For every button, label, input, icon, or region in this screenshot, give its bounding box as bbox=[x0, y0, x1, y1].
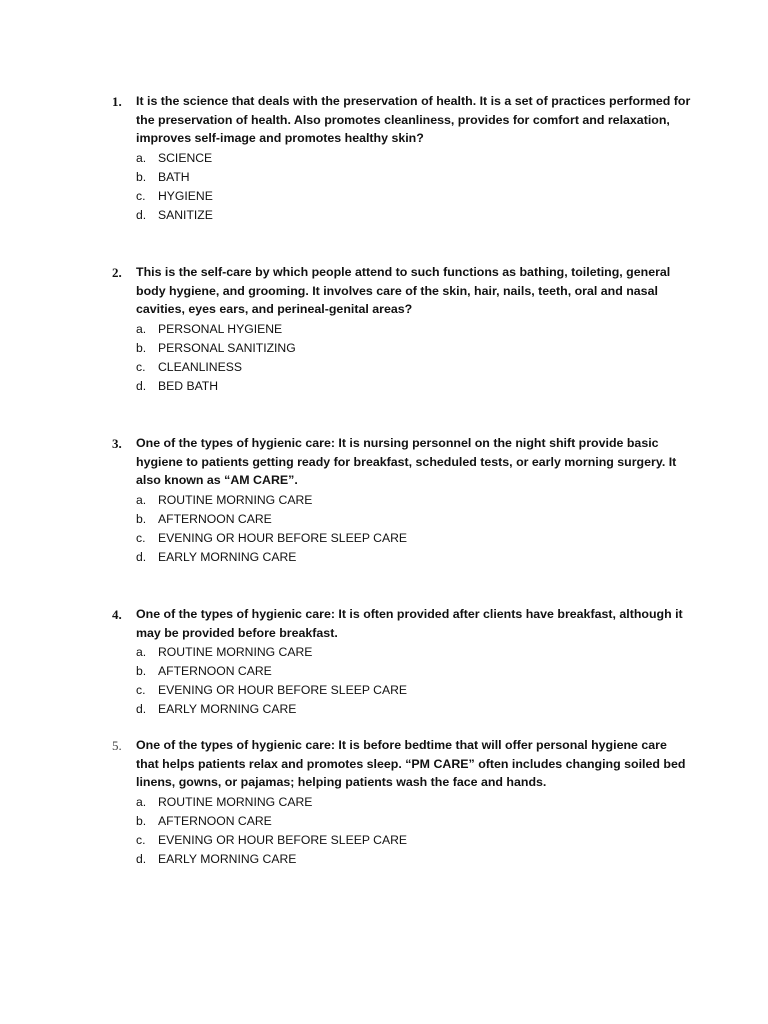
question-5 bbox=[112, 736, 692, 869]
option-a bbox=[136, 491, 692, 510]
option-text: ROUTINE MORNING CARE bbox=[158, 492, 313, 507]
question-number: 5. bbox=[112, 738, 122, 753]
option-text: CLEANLINESS bbox=[158, 359, 242, 374]
option-d bbox=[136, 700, 692, 719]
option-a bbox=[136, 320, 692, 339]
option-letter: c. bbox=[136, 683, 146, 698]
option-list bbox=[136, 149, 692, 225]
option-list bbox=[136, 793, 692, 869]
option-text: AFTERNOON CARE bbox=[158, 813, 272, 828]
option-letter: a. bbox=[136, 645, 147, 660]
option-text: ROUTINE MORNING CARE bbox=[158, 794, 313, 809]
option-c bbox=[136, 681, 692, 700]
option-text: EVENING OR HOUR BEFORE SLEEP CARE bbox=[158, 832, 407, 847]
option-b bbox=[136, 812, 692, 831]
option-text: AFTERNOON CARE bbox=[158, 511, 272, 526]
option-letter: b. bbox=[136, 169, 147, 184]
option-letter: a. bbox=[136, 794, 147, 809]
option-letter: a. bbox=[136, 321, 147, 336]
option-letter: b. bbox=[136, 511, 147, 526]
option-letter: d. bbox=[136, 702, 147, 717]
question-1 bbox=[112, 92, 692, 225]
option-letter: a. bbox=[136, 150, 147, 165]
option-a bbox=[136, 643, 692, 662]
option-c bbox=[136, 831, 692, 850]
option-d bbox=[136, 206, 692, 225]
option-text: AFTERNOON CARE bbox=[158, 664, 272, 679]
option-list bbox=[136, 643, 692, 719]
option-d bbox=[136, 850, 692, 869]
question-text: One of the types of hygienic care: It is before bedtime that will offer personal hygiene care that helps patients relax and promotes sleep. “PM CARE” often includes changing soiled bed linens, gowns, or pajamas; helping patients wash the face and hands. bbox=[136, 738, 686, 790]
option-list bbox=[136, 491, 692, 567]
option-letter: c. bbox=[136, 188, 146, 203]
option-letter: d. bbox=[136, 851, 147, 866]
option-c bbox=[136, 529, 692, 548]
option-text: EARLY MORNING CARE bbox=[158, 851, 297, 866]
option-letter: b. bbox=[136, 664, 147, 679]
option-text: BATH bbox=[158, 169, 190, 184]
option-text: EARLY MORNING CARE bbox=[158, 549, 297, 564]
option-d bbox=[136, 377, 692, 396]
question-3 bbox=[112, 434, 692, 567]
option-b bbox=[136, 339, 692, 358]
option-b bbox=[136, 662, 692, 681]
option-letter: d. bbox=[136, 549, 147, 564]
option-letter: c. bbox=[136, 530, 146, 545]
option-text: EARLY MORNING CARE bbox=[158, 702, 297, 717]
option-letter: b. bbox=[136, 340, 147, 355]
question-text: One of the types of hygienic care: It is often provided after clients have breakfast, although it may be provided before breakfast. bbox=[136, 607, 683, 640]
question-text: It is the science that deals with the preservation of health. It is a set of practices performed for the preservation of health. Also promotes cleanliness, provides for comfort and relaxation, improves self-image and promotes healthy skin? bbox=[136, 94, 691, 146]
option-text: EVENING OR HOUR BEFORE SLEEP CARE bbox=[158, 530, 407, 545]
question-number: 2. bbox=[112, 265, 122, 280]
option-letter: c. bbox=[136, 359, 146, 374]
option-letter: b. bbox=[136, 813, 147, 828]
option-letter: a. bbox=[136, 492, 147, 507]
option-text: PERSONAL SANITIZING bbox=[158, 340, 296, 355]
option-c bbox=[136, 358, 692, 377]
question-number: 4. bbox=[112, 607, 122, 622]
option-text: SANITIZE bbox=[158, 207, 213, 222]
question-4 bbox=[112, 605, 692, 719]
option-text: ROUTINE MORNING CARE bbox=[158, 645, 313, 660]
option-b bbox=[136, 510, 692, 529]
question-number: 1. bbox=[112, 94, 122, 109]
option-text: BED BATH bbox=[158, 378, 219, 393]
option-list bbox=[136, 320, 692, 396]
option-letter: d. bbox=[136, 378, 147, 393]
question-text: This is the self-care by which people attend to such functions as bathing, toileting, general body hygiene, and grooming. It involves care of the skin, hair, nails, teeth, oral and nasal cavities, eyes ears, and perineal-genital areas? bbox=[136, 265, 671, 317]
option-text: EVENING OR HOUR BEFORE SLEEP CARE bbox=[158, 683, 407, 698]
option-c bbox=[136, 187, 692, 206]
option-a bbox=[136, 149, 692, 168]
option-d bbox=[136, 548, 692, 567]
option-text: SCIENCE bbox=[158, 150, 213, 165]
question-number: 3. bbox=[112, 436, 122, 451]
question-text: One of the types of hygienic care: It is nursing personnel on the night shift provide basic hygiene to patients getting ready for breakfast, scheduled tests, or early morning surgery. It also known as “AM CARE”. bbox=[136, 436, 677, 488]
option-text: HYGIENE bbox=[158, 188, 213, 203]
question-2 bbox=[112, 263, 692, 396]
option-text: PERSONAL HYGIENE bbox=[158, 321, 283, 336]
option-letter: d. bbox=[136, 207, 147, 222]
option-b bbox=[136, 168, 692, 187]
option-letter: c. bbox=[136, 832, 146, 847]
option-a bbox=[136, 793, 692, 812]
